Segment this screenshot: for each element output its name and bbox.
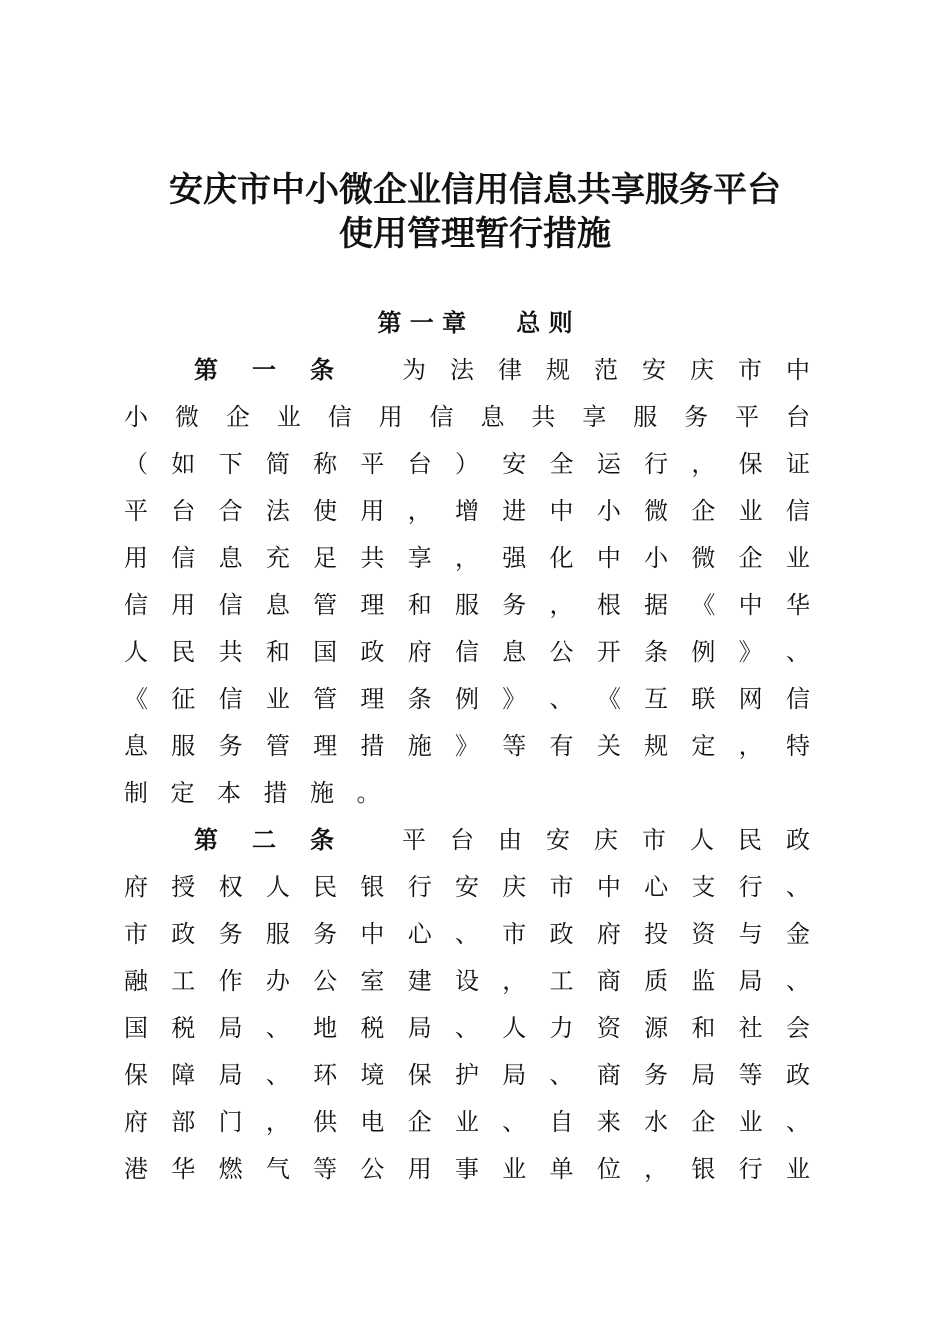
article2-line: 市 政 务 服 务 中 心 、 市 政 府 投 资 与 金 <box>124 920 810 948</box>
document-title-line1: 安庆市中小微企业信用信息共享服务平台 <box>169 170 781 210</box>
article-label: 第 二 条 <box>194 826 334 854</box>
article-label: 第 一 条 <box>194 356 334 384</box>
document-title-line2: 使用管理暂行措施 <box>339 214 611 254</box>
article1-line: 第 一 条 为 法 律 规 范 安 庆 市 中 <box>194 353 810 387</box>
article1-line: 平 台 合 法 使 用 ， 增 进 中 小 微 企 业 信 <box>124 497 810 525</box>
article2-line: 府 部 门 ， 供 电 企 业 、 自 来 水 企 业 、 <box>124 1108 810 1136</box>
article1-line: 制 定 本 措 施 。 <box>124 779 381 807</box>
article1-line: 息 服 务 管 理 措 施 》 等 有 关 规 定 ， 特 <box>124 732 810 760</box>
article1-line: 信 用 信 息 管 理 和 服 务 ， 根 据 《 中 华 <box>124 591 810 619</box>
article2-line: 保 障 局 、 环 境 保 护 局 、 商 务 局 等 政 <box>124 1061 810 1089</box>
article1-line: 《 征 信 业 管 理 条 例 》 、 《 互 联 网 信 <box>124 685 810 713</box>
chapter-heading: 第 一 章 总 则 <box>377 309 573 337</box>
article2-line: 融 工 作 办 公 室 建 设 ， 工 商 质 监 局 、 <box>124 967 810 995</box>
article2-line: 港 华 燃 气 等 公 用 事 业 单 位 ， 银 行 业 <box>124 1155 810 1183</box>
article2-line: 国 税 局 、 地 税 局 、 人 力 资 源 和 社 会 <box>124 1014 810 1042</box>
article2-line: 府 授 权 人 民 银 行 安 庆 市 中 心 支 行 、 <box>124 873 810 901</box>
article1-line: 人 民 共 和 国 政 府 信 息 公 开 条 例 》 、 <box>124 638 810 666</box>
article1-line: （ 如 下 简 称 平 台 ） 安 全 运 行 ， 保 证 <box>124 450 810 478</box>
article1-line: 小 微 企 业 信 用 信 息 共 享 服 务 平 台 <box>124 403 810 431</box>
article2-line: 第 二 条 平 台 由 安 庆 市 人 民 政 <box>194 823 810 857</box>
article1-line: 用 信 息 充 足 共 享 ， 强 化 中 小 微 企 业 <box>124 544 810 572</box>
